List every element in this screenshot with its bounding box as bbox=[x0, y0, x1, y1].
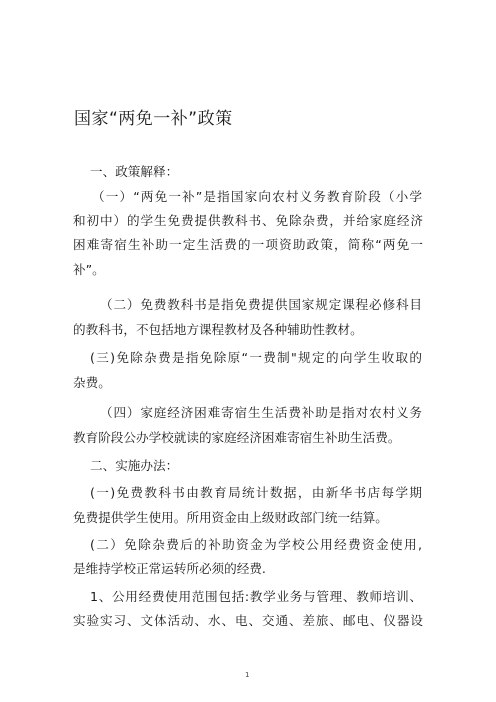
paragraph-line: 一、政策解释： bbox=[90, 164, 179, 179]
paragraph-line: （四）家庭经济困难寄宿生生活费补助是指对农村义务 bbox=[100, 405, 422, 420]
paragraph-line: 和初中）的学生免费提供教科书、免除杂费，并给家庭经济 bbox=[73, 213, 423, 228]
paragraph-line: 补”。 bbox=[73, 262, 105, 277]
paragraph-line: (三)免除杂费是指免除原“一费制"规定的向学生收取的 bbox=[90, 350, 422, 365]
paragraph-line: 教育阶段公办学校就读的家庭经济困难寄宿生补助生活费。 bbox=[73, 430, 401, 445]
paragraph-line: (二）免除杂费后的补助资金为学校公用经费资金使用, bbox=[90, 537, 422, 552]
paragraph-line: (一)免费教科书由教育局统计数据，由新华书店每学期 bbox=[90, 485, 422, 500]
paragraph-line: 困难寄宿生补助一定生活费的一项资助政策，简称“两免一 bbox=[73, 237, 423, 252]
paragraph-line: （一）“两免一补”是指国家向农村义务教育阶段（小学 bbox=[92, 189, 422, 204]
paragraph-line: 杂费。 bbox=[73, 375, 111, 390]
paragraph-line: 的教科书，不包括地方课程教材及各种辅助性教材。 bbox=[73, 322, 363, 337]
paragraph-line: 是维持学校正常运转所必须的经费. bbox=[73, 561, 266, 576]
paragraph-line: 实验实习、文体活动、水、电、交通、差旅、邮电、仪器设 bbox=[73, 613, 423, 628]
document-title: 国家“两免一补”政策 bbox=[74, 109, 233, 129]
page-number: 1 bbox=[245, 671, 250, 679]
paragraph-line: 免费提供学生使用。所用资金由上级财政部门统一结算。 bbox=[73, 510, 388, 525]
paragraph-line: （二）免费教科书是指免费提供国家规定课程必修科目 bbox=[100, 297, 422, 312]
section-heading: 二、实施办法： bbox=[90, 458, 179, 473]
paragraph-line: 1、公用经费使用范围包括:教学业务与管理、教师培训、 bbox=[90, 589, 422, 604]
